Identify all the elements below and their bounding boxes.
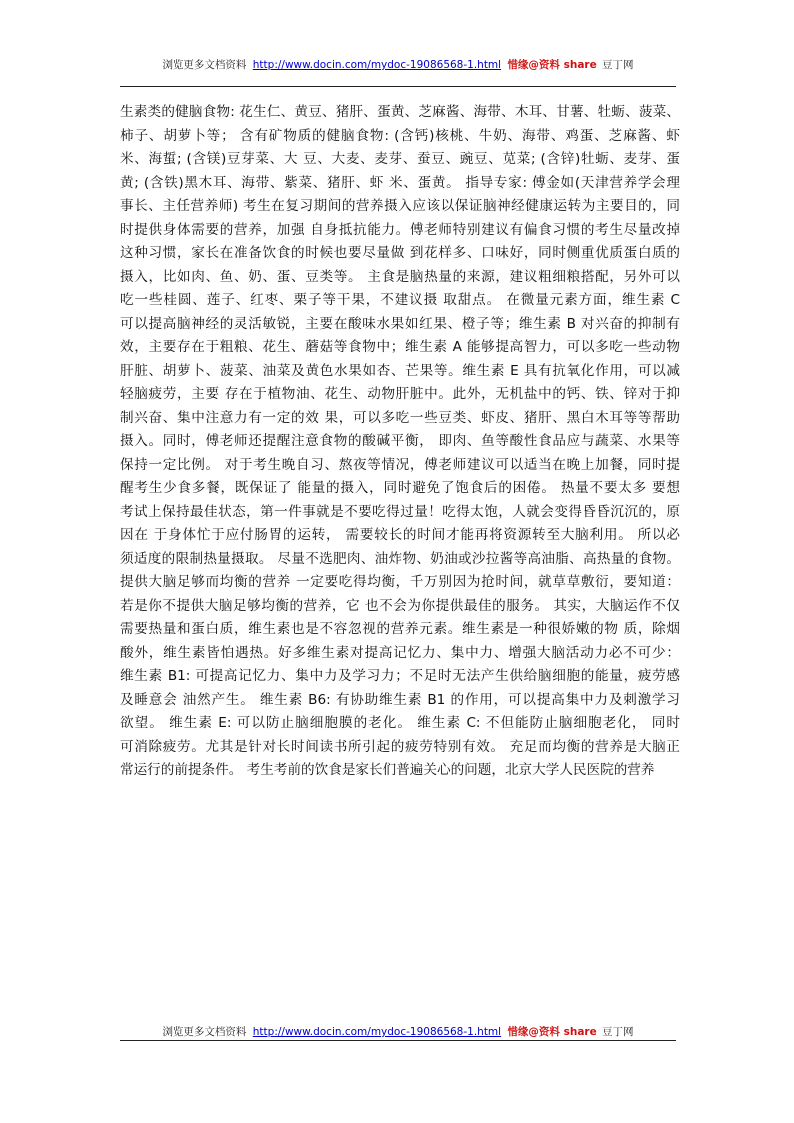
text-line: 可以提高脑神经的灵活敏锐，主要在酸味水果如红果、橙子等；维生素 B 对兴奋的抑制有 [120,315,680,332]
text-line: 黄; (含铁)黑木耳、海带、紫菜、猪肝、虾 米、蛋黄。 指导专家: 傅金如(天津营养学会理 [120,174,680,191]
text-line: 事长、主任营养师) 考生在复习期间的营养摄入应该以保证脑神经健康运转为主要目的，同 [120,198,680,214]
page-footer [120,1024,676,1040]
header-link[interactable]: http://www.docin.com/mydoc-19086568-1.html [252,59,502,71]
text-line: 因在 于身体忙于应付肠胃的运转， 需要较长的时间才能再将资源转至大脑利用。 所以必 [120,527,680,543]
text-line: 柿子、胡萝卜等； 含有矿物质的健脑食物: (含钙)核桃、牛奶、海带、鸡蛋、芝麻酱、虾 [120,127,680,144]
text-line: 考试上保持最佳状态，第一件事就是不要吃得过量！吃得太饱，人就会变得昏昏沉沉的，原 [120,503,680,520]
text-line: 这种习惯，家长在准备饮食的时候也要尽量做 到花样多、口味好，同时侧重优质蛋白质的 [120,245,680,261]
footer-label: 浏览更多文档资料 [162,1026,247,1038]
header-divider [120,86,676,87]
footer-brand: 惜缘@资料 share [507,1026,597,1038]
text-line: 肝脏、胡萝卜、菠菜、油菜及黄色水果如杏、芒果等。维生素 E 具有抗氧化作用，可以减 [120,362,680,379]
text-line: 制兴奋、集中注意力有一定的效 果，可以多吃一些豆类、虾皮、猪肝、黑白木耳等等帮助 [120,409,680,426]
text-line: 时提供身体需要的营养，加强 自身抵抗能力。傅老师特别建议有偏食习惯的考生尽量改掉 [120,221,680,238]
text-line: 欲望。 维生素 E: 可以防止脑细胞膜的老化。 维生素 C: 不但能防止脑细胞老化， 同时 [120,715,680,731]
text-line: 及睡意会 油然产生。 维生素 B6: 有协助维生素 B1 的作用，可以提高集中力及刺激学习 [120,691,680,708]
text-line: 保持一定比例。 对于考生晚自习、熬夜等情况，傅老师建议可以适当在晚上加餐，同时提 [120,456,680,473]
text-line: 米、海蜇; (含镁)豆芽菜、大 豆、大麦、麦芽、蚕豆、豌豆、苋菜; (含锌)牡蛎、麦芽、蛋 [120,151,680,167]
header-site-name: 豆丁网 [602,59,634,71]
text-line: 生素类的健脑食物: 花生仁、黄豆、猪肝、蛋黄、芝麻酱、海带、木耳、甘薯、牡蛎、菠菜、 [120,104,680,120]
text-line: 可消除疲劳。尤其是针对长时间读书所引起的疲劳特别有效。 充足而均衡的营养是大脑正 [120,738,680,755]
document-body [120,101,680,783]
footer-divider [120,1040,676,1041]
text-line: 醒考生少食多餐，既保证了 能量的摄入，同时避免了饱食后的困倦。 热量不要太多 要想 [120,480,680,496]
text-line: 维生素 B1: 可提高记忆力、集中力及学习力；不足时无法产生供给脑细胞的能量，疲劳感 [120,668,680,684]
text-line: 摄入，比如肉、鱼、奶、蛋、豆类等。 主食是脑热量的来源，建议粗细粮搭配，另外可以 [120,268,680,285]
text-line: 须适度的限制热量摄取。 尽量不选肥肉、油炸物、奶油或沙拉酱等高油脂、高热量的食物。 [120,550,680,567]
text-line: 摄入。同时，傅老师还提醒注意食物的酸碱平衡， 即肉、鱼等酸性食品应与蔬菜、水果等 [120,433,680,449]
header-label: 浏览更多文档资料 [162,59,247,71]
text-line: 常运行的前提条件。 考生考前的饮食是家长们普遍关心的问题，北京大学人民医院的营养 [120,762,655,778]
text-line: 酸外，维生素皆怕遇热。好多维生素对提高记忆力、集中力、增强大脑活动力必不可少： [120,644,680,661]
text-line: 需要热量和蛋白质，维生素也是不容忽视的营养元素。维生素是一种很娇嫩的物 质，除烟 [120,621,680,637]
footer-site-name: 豆丁网 [602,1026,634,1038]
text-line: 轻脑疲劳，主要 存在于植物油、花生、动物肝脏中。此外，无机盐中的钙、铁、锌对于抑 [120,386,680,402]
header-brand: 惜缘@资料 share [507,59,597,71]
text-line: 若是你不提供大脑足够均衡的营养，它 也不会为你提供最佳的服务。 其实，大脑运作不仅 [120,597,680,614]
text-line: 效，主要存在于粗粮、花生、蘑菇等食物中；维生素 A 能够提高智力，可以多吃一些动物 [120,339,680,355]
text-line: 吃一些桂圆、莲子、红枣、栗子等干果，不建议摄 取甜点。 在微量元素方面，维生素 C [120,292,680,308]
footer-link[interactable]: http://www.docin.com/mydoc-19086568-1.html [252,1026,502,1038]
page-header [120,57,676,73]
text-line: 提供大脑足够而均衡的营养 一定要吃得均衡，千万别因为抢时间，就草草敷衍，要知道： [120,574,680,590]
